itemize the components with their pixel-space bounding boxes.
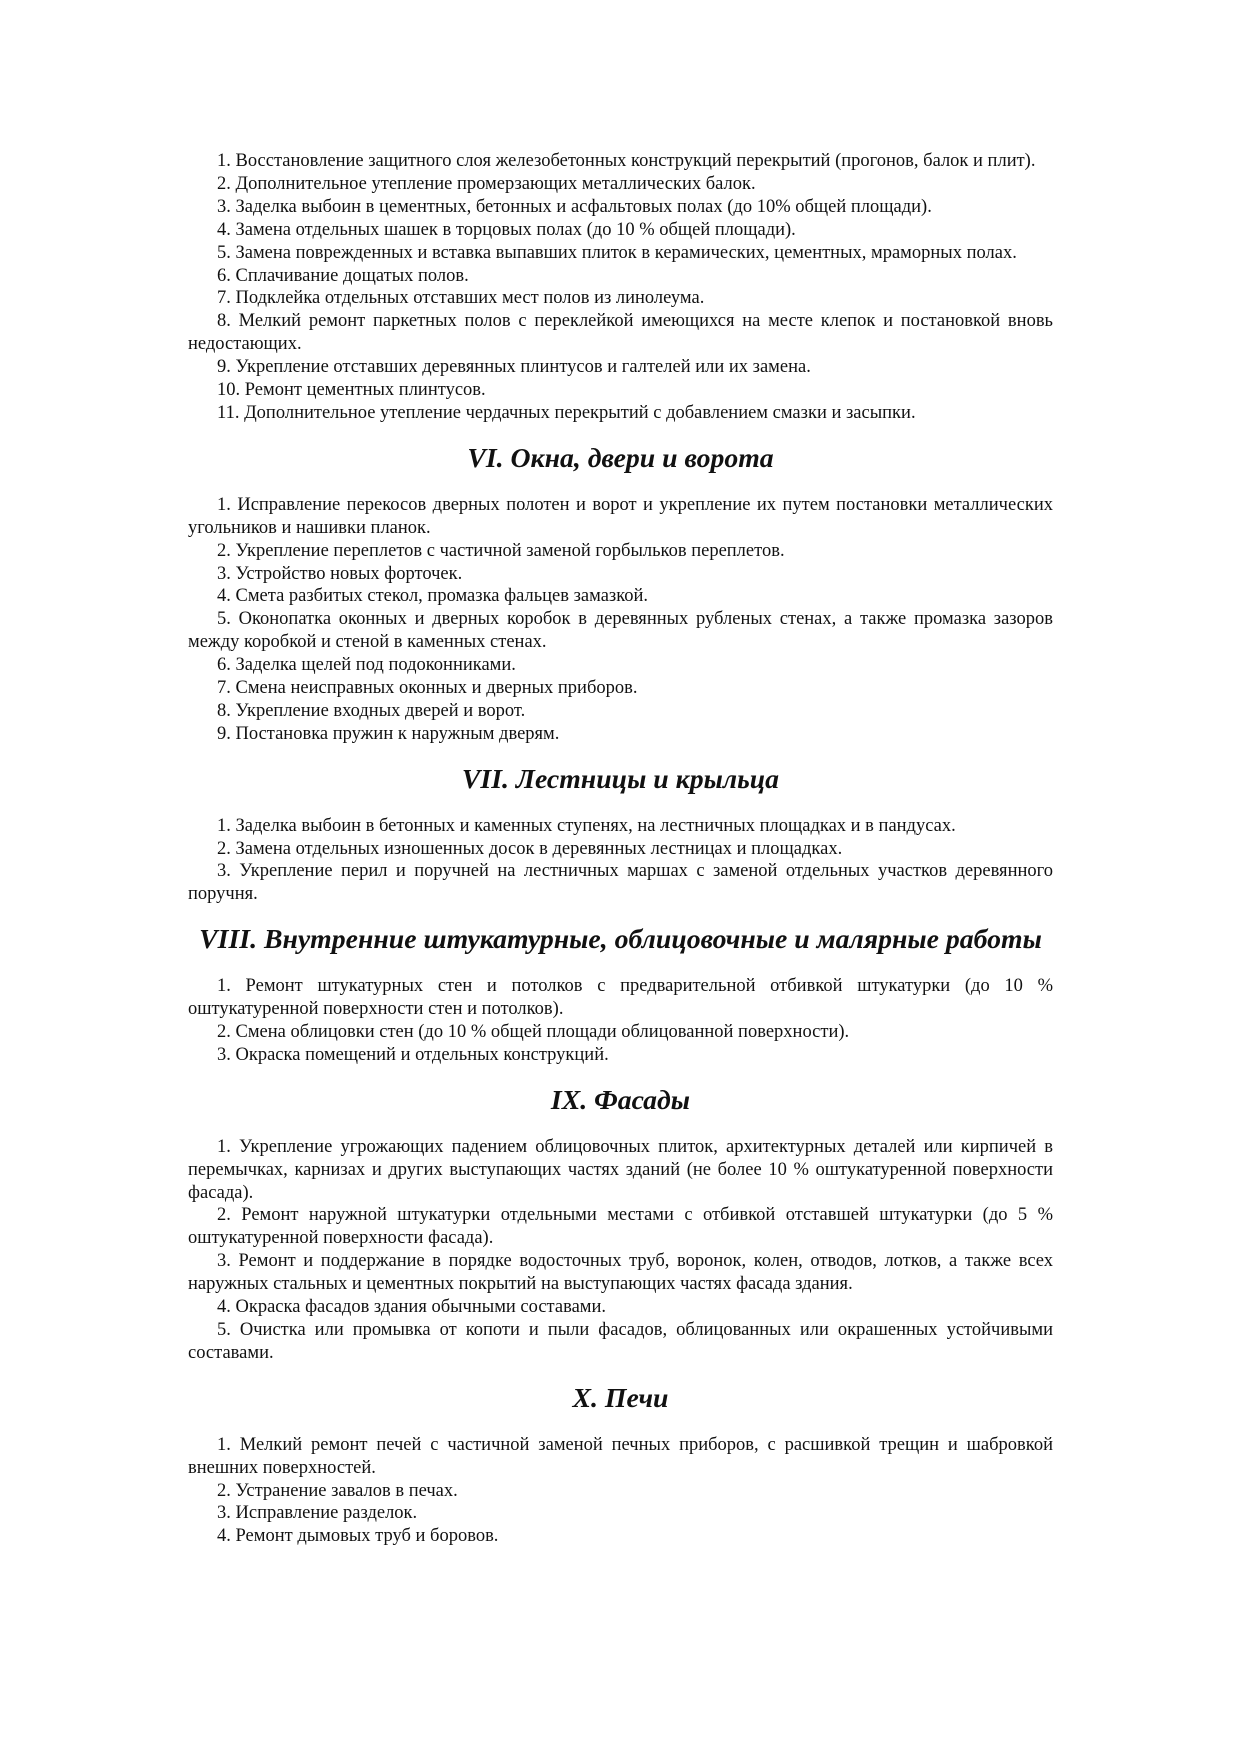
- section-stairs-porches: [188, 746, 1053, 907]
- section-title: X. Печи: [572, 1382, 669, 1414]
- list-item: 8. Укрепление входных дверей и ворот.: [217, 700, 526, 721]
- list-item: 9. Постановка пружин к наружным дверям.: [217, 723, 560, 744]
- list-item: 7. Смена неисправных оконных и дверных приборов.: [217, 678, 638, 699]
- list-item: 4. Ремонт дымовых труб и боровов.: [217, 1526, 499, 1547]
- list-item: 1. Мелкий ремонт печей с частичной заменой печных приборов, с расшивкой трещин и шабровкой внешних поверхностей.: [188, 1434, 1053, 1478]
- list-item: 4. Окраска фасадов здания обычными составами.: [217, 1297, 607, 1318]
- list-item: 6. Сплачивание дощатых полов.: [217, 265, 469, 286]
- intro-list: [188, 150, 1053, 425]
- list-item: 8. Мелкий ремонт паркетных полов с переклейкой имеющихся на месте клепок и постановкой вновь недостающих.: [188, 311, 1053, 355]
- list-item: 2. Дополнительное утепление промерзающих металлических балок.: [217, 173, 756, 194]
- list-item: 10. Ремонт цементных плинтусов.: [217, 380, 486, 401]
- list-item: 2. Устранение завалов в печах.: [217, 1480, 458, 1501]
- section-title: VII. Лестницы и крыльца: [461, 763, 780, 795]
- list-item: 6. Заделка щелей под подоконниками.: [217, 655, 516, 676]
- list-item: 4. Смета разбитых стекол, промазка фальцев замазкой.: [217, 586, 649, 607]
- list-item: 2. Смена облицовки стен (до 10 % общей площади облицованной поверхности).: [217, 1022, 850, 1042]
- list-item: 3. Ремонт и поддержание в порядке водосточных труб, воронок, колен, отводов, лотков, а также всех наружных стальных и цементных покрытий на выступающих частях фасада здания.: [188, 1251, 1053, 1295]
- section-title: VIII. Внутренние штукатурные, облицовочные и малярные работы: [199, 924, 1042, 956]
- list-item: 5. Замена поврежденных и вставка выпавших плиток в керамических, цементных, мраморных полах.: [217, 242, 1017, 263]
- list-item: 3. Исправление разделок.: [217, 1503, 418, 1524]
- list-item: 1. Укрепление угрожающих падением облицовочных плиток, архитектурных деталей или кирпичей в перемычках, карнизах и других выступающих частях зданий (не более 10 % оштукатуренной поверхности фасада).: [188, 1136, 1053, 1203]
- list-item: 1. Восстановление защитного слоя железобетонных конструкций перекрытий (прогонов, балок и плит).: [217, 151, 1036, 171]
- list-item: 11. Дополнительное утепление чердачных перекрытий с добавлением смазки и засыпки.: [217, 402, 916, 423]
- list-item: 3. Заделка выбоин в цементных, бетонных и асфальтовых полах (до 10% общей площади).: [217, 196, 932, 217]
- section-title: VI. Окна, двери и ворота: [467, 442, 774, 474]
- list-item: 3. Укрепление перил и поручней на лестничных маршах с заменой отдельных участков деревянного поручня.: [188, 861, 1053, 905]
- section-stoves: [188, 1365, 1053, 1548]
- list-item: 7. Подклейка отдельных отставших мест полов из линолеума.: [217, 288, 705, 309]
- list-item: 1. Исправление перекосов дверных полотен и ворот и укрепление их путем постановки металлических угольников и нашивки планок.: [188, 494, 1053, 538]
- list-item: 4. Замена отдельных шашек в торцовых полах (до 10 % общей площади).: [217, 219, 796, 240]
- list-item: 5. Оконопатка оконных и дверных коробок в деревянных рубленых стенах, а также промазка зазоров между коробкой и стеной в каменных стенах.: [188, 609, 1053, 653]
- list-item: 3. Окраска помещений и отдельных конструкций.: [217, 1044, 609, 1065]
- list-item: 3. Устройство новых форточек.: [217, 563, 463, 584]
- section-facades: [188, 1067, 1053, 1365]
- list-item: 2. Ремонт наружной штукатурки отдельными местами с отбивкой отставшей штукатурки (до 5 % оштукатуренной поверхности фасада).: [188, 1205, 1053, 1249]
- list-item: 5. Очистка или промывка от копоти и пыли фасадов, облицованных или окрашенных устойчивыми составами.: [188, 1319, 1053, 1363]
- list-item: 1. Ремонт штукатурных стен и потолков с предварительной отбивкой штукатурки (до 10 % оштукатуренной поверхности стен и потолков).: [188, 976, 1053, 1020]
- section-windows-doors: [188, 425, 1053, 746]
- list-item: 2. Замена отдельных изношенных досок в деревянных лестницах и площадках.: [217, 838, 843, 859]
- list-item: 9. Укрепление отставших деревянных плинтусов и галтелей или их замена.: [217, 357, 811, 378]
- section-title: IX. Фасады: [550, 1084, 691, 1116]
- list-item: 1. Заделка выбоин в бетонных и каменных ступенях, на лестничных площадках и в пандусах.: [217, 815, 956, 836]
- document-page: [188, 150, 1053, 1548]
- list-item: 2. Укрепление переплетов с частичной заменой горбыльков переплетов.: [217, 540, 785, 561]
- section-interior-works: [188, 906, 1053, 1067]
